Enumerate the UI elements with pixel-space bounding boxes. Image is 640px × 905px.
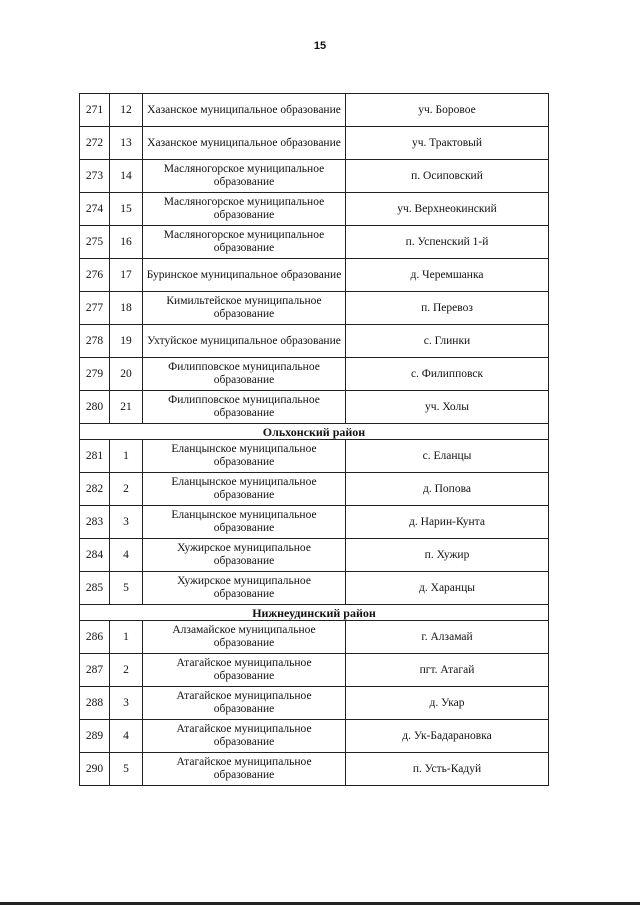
- settlement-cell: п. Перевоз: [346, 292, 549, 325]
- table-row: [80, 473, 549, 506]
- row-number-cell: 276: [80, 259, 110, 292]
- table-row: [80, 358, 549, 391]
- row-number-cell: 282: [80, 473, 110, 506]
- table-row: [80, 292, 549, 325]
- row-number-cell: 285: [80, 572, 110, 605]
- table-row: [80, 654, 549, 687]
- district-index-cell: 20: [110, 358, 143, 391]
- district-index-cell: 5: [110, 753, 143, 786]
- row-number-cell: 288: [80, 687, 110, 720]
- district-index-cell: 3: [110, 687, 143, 720]
- district-index-cell: 14: [110, 160, 143, 193]
- settlement-cell: с. Глинки: [346, 325, 549, 358]
- district-header-row: [80, 605, 549, 621]
- row-number-cell: 272: [80, 127, 110, 160]
- settlement-cell: пгт. Атагай: [346, 654, 549, 687]
- settlement-cell: уч. Трактовый: [346, 127, 549, 160]
- settlement-cell: д. Нарин-Кунта: [346, 506, 549, 539]
- municipality-cell: Хазанское муниципальное образование: [143, 127, 346, 160]
- settlement-cell: п. Усть-Кадуй: [346, 753, 549, 786]
- district-index-cell: 19: [110, 325, 143, 358]
- row-number-cell: 274: [80, 193, 110, 226]
- row-number-cell: 275: [80, 226, 110, 259]
- table-row: [80, 440, 549, 473]
- settlement-cell: п. Успенский 1-й: [346, 226, 549, 259]
- settlement-cell: п. Хужир: [346, 539, 549, 572]
- table-row: [80, 720, 549, 753]
- settlement-cell: д. Укар: [346, 687, 549, 720]
- table-row: [80, 391, 549, 424]
- row-number-cell: 278: [80, 325, 110, 358]
- municipality-cell: Филипповское муниципальное образование: [143, 358, 346, 391]
- settlement-cell: д. Харанцы: [346, 572, 549, 605]
- district-index-cell: 15: [110, 193, 143, 226]
- table-row: [80, 753, 549, 786]
- district-name: Нижнеудинский район: [80, 605, 549, 621]
- settlement-cell: с. Еланцы: [346, 440, 549, 473]
- municipality-cell: Атагайское муниципальное образование: [143, 654, 346, 687]
- district-index-cell: 17: [110, 259, 143, 292]
- table-row: [80, 687, 549, 720]
- table-row: [80, 259, 549, 292]
- municipality-cell: Еланцынское муниципальное образование: [143, 506, 346, 539]
- municipality-cell: Ухтуйское муниципальное образование: [143, 325, 346, 358]
- municipality-cell: Еланцынское муниципальное образование: [143, 473, 346, 506]
- table-row: [80, 193, 549, 226]
- district-index-cell: 2: [110, 654, 143, 687]
- district-index-cell: 5: [110, 572, 143, 605]
- row-number-cell: 280: [80, 391, 110, 424]
- district-index-cell: 2: [110, 473, 143, 506]
- row-number-cell: 290: [80, 753, 110, 786]
- table-row: [80, 127, 549, 160]
- district-index-cell: 1: [110, 621, 143, 654]
- table-row: [80, 621, 549, 654]
- page-number: 15: [313, 40, 327, 52]
- table-row: [80, 325, 549, 358]
- table-row: [80, 506, 549, 539]
- table-row: [80, 226, 549, 259]
- municipality-cell: Хужирское муниципальное образование: [143, 539, 346, 572]
- settlements-table: [79, 93, 549, 786]
- settlement-cell: уч. Холы: [346, 391, 549, 424]
- settlement-cell: г. Алзамай: [346, 621, 549, 654]
- municipality-cell: Масляногорское муниципальное образование: [143, 160, 346, 193]
- settlements-table-body: [80, 94, 549, 786]
- row-number-cell: 286: [80, 621, 110, 654]
- municipality-cell: Еланцынское муниципальное образование: [143, 440, 346, 473]
- district-header-row: [80, 424, 549, 440]
- table-row: [80, 160, 549, 193]
- municipality-cell: Буринское муниципальное образование: [143, 259, 346, 292]
- settlement-cell: п. Осиповский: [346, 160, 549, 193]
- municipality-cell: Хазанское муниципальное образование: [143, 94, 346, 127]
- row-number-cell: 289: [80, 720, 110, 753]
- row-number-cell: 283: [80, 506, 110, 539]
- district-index-cell: 21: [110, 391, 143, 424]
- district-name: Ольхонский район: [80, 424, 549, 440]
- settlement-cell: уч. Боровое: [346, 94, 549, 127]
- row-number-cell: 277: [80, 292, 110, 325]
- district-index-cell: 13: [110, 127, 143, 160]
- municipality-cell: Кимильтейское муниципальное образование: [143, 292, 346, 325]
- district-index-cell: 12: [110, 94, 143, 127]
- row-number-cell: 284: [80, 539, 110, 572]
- district-index-cell: 4: [110, 539, 143, 572]
- municipality-cell: Атагайское муниципальное образование: [143, 753, 346, 786]
- municipality-cell: Атагайское муниципальное образование: [143, 720, 346, 753]
- table-row: [80, 539, 549, 572]
- district-index-cell: 3: [110, 506, 143, 539]
- municipality-cell: Атагайское муниципальное образование: [143, 687, 346, 720]
- settlement-cell: д. Черемшанка: [346, 259, 549, 292]
- municipality-cell: Масляногорское муниципальное образование: [143, 226, 346, 259]
- row-number-cell: 281: [80, 440, 110, 473]
- district-index-cell: 1: [110, 440, 143, 473]
- district-index-cell: 4: [110, 720, 143, 753]
- municipality-cell: Масляногорское муниципальное образование: [143, 193, 346, 226]
- row-number-cell: 271: [80, 94, 110, 127]
- settlement-cell: уч. Верхнеокинский: [346, 193, 549, 226]
- district-index-cell: 18: [110, 292, 143, 325]
- district-index-cell: 16: [110, 226, 143, 259]
- municipality-cell: Хужирское муниципальное образование: [143, 572, 346, 605]
- municipality-cell: Алзамайское муниципальное образование: [143, 621, 346, 654]
- row-number-cell: 273: [80, 160, 110, 193]
- table-row: [80, 572, 549, 605]
- table-row: [80, 94, 549, 127]
- settlement-cell: д. Ук-Бадарановка: [346, 720, 549, 753]
- municipality-cell: Филипповское муниципальное образование: [143, 391, 346, 424]
- row-number-cell: 279: [80, 358, 110, 391]
- settlement-cell: д. Попова: [346, 473, 549, 506]
- row-number-cell: 287: [80, 654, 110, 687]
- settlement-cell: с. Филипповск: [346, 358, 549, 391]
